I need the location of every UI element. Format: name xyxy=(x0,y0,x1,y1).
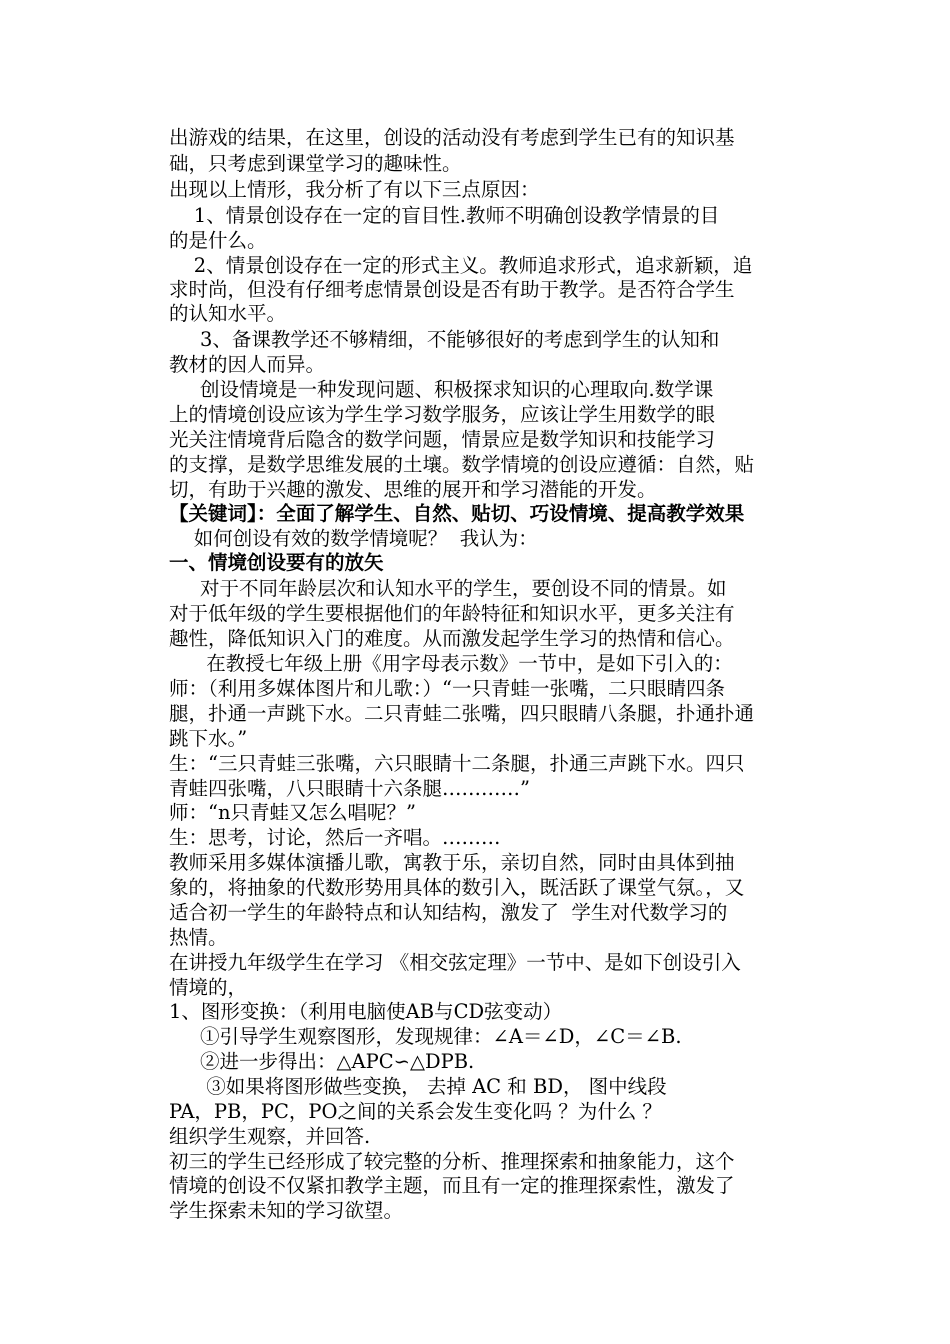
text-line: 青蛙四张嘴，八只眼睛十六条腿…………” xyxy=(169,777,530,800)
text-line: 在教授七年级上册《用字母表示数》一节中，是如下引入的： xyxy=(169,652,733,675)
text-line: 的认知水平。 xyxy=(169,302,287,325)
text-line: 1、情景创设存在一定的盲目性.教师不明确创设教学情景的目 xyxy=(169,204,720,227)
text-line: 师：（利用多媒体图片和儿歌：）“一只青蛙一张嘴，二只眼睛四条 xyxy=(169,677,725,700)
text-line: 上的情境创设应该为学生学习数学服务，应该让学生用数学的眼 xyxy=(169,403,716,426)
text-line: ③如果将图形做些变换， 去掉 AC 和 BD， 图中线段 xyxy=(169,1075,667,1098)
text-line: 1、图形变换：（利用电脑使AB与CD弦变动） xyxy=(169,1000,563,1023)
text-line: 出游戏的结果，在这里，创设的活动没有考虑到学生已有的知识基 xyxy=(169,126,735,149)
text-line: 情境的， xyxy=(169,976,248,999)
text-line: ①引导学生观察图形，发现规律：∠A＝∠D，∠C＝∠B. xyxy=(169,1025,682,1048)
text-line: 热情。 xyxy=(169,926,228,949)
text-line: 初三的学生已经形成了较完整的分析、推理探索和抽象能力，这个 xyxy=(169,1150,735,1173)
text-line: 3、备课教学还不够精细，不能够很好的考虑到学生的认知和 xyxy=(169,328,720,351)
text-line: 象的，将抽象的代数形势用具体的数引入，既活跃了课堂气氛。，又 xyxy=(169,876,745,899)
text-line: 教师采用多媒体演播儿歌，寓教于乐，亲切自然，同时由具体到抽 xyxy=(169,851,735,874)
text-line: 组织学生观察，并回答. xyxy=(169,1125,371,1148)
text-line: 适合初一学生的年龄特点和认知结构，激发了 学生对代数学习的 xyxy=(169,901,728,924)
text-line: 切，有助于兴趣的激发、思维的展开和学习潜能的开发。 xyxy=(169,478,657,501)
text-line: 创设情境是一种发现问题、积极探求知识的心理取向.数学课 xyxy=(169,378,714,401)
text-line: 出现以上情形，我分析了有以下三点原因： xyxy=(169,178,540,201)
text-line: 跳下水。” xyxy=(169,727,248,750)
text-line: 学生探索未知的学习欲望。 xyxy=(169,1199,404,1222)
text-line: 光关注情境背后隐含的数学问题，情景应是数学知识和技能学习 xyxy=(169,428,716,451)
text-line: 教材的因人而异。 xyxy=(169,353,326,376)
text-line: PA，PB，PC，PO之间的关系会发生变化吗 ？为什么 ？ xyxy=(169,1100,662,1123)
text-line: 生：思考，讨论，然后一齐唱。……… xyxy=(169,826,501,849)
text-line: 在讲授九年级学生在学习 《相交弦定理》一节中、是如下创设引入 xyxy=(169,951,741,974)
text-line: 的是什么。 xyxy=(169,229,267,252)
text-line: 腿，扑通一声跳下水。二只青蛙二张嘴，四只眼睛八条腿，扑通扑通 xyxy=(169,702,755,725)
text-line: ②进一步得出：△APC∽△DPB. xyxy=(169,1050,475,1073)
text-line: 如何创设有效的数学情境呢？ 我认为： xyxy=(169,527,538,550)
text-line: 求时尚，但没有仔细考虑情景创设是否有助于教学。是否符合学生 xyxy=(169,278,735,301)
text-line: 对于低年级的学生要根据他们的年龄特征和知识水平，更多关注有 xyxy=(169,602,735,625)
keywords-line: 【关键词】：全面了解学生、自然、贴切、巧设情境、提高教学效果 xyxy=(169,502,745,525)
text-line: 2、情景创设存在一定的形式主义。教师追求形式，追求新颖，追 xyxy=(169,254,753,277)
text-line: 生：“三只青蛙三张嘴，六只眼睛十二条腿，扑通三声跳下水。四只 xyxy=(169,752,745,775)
text-line: 趣性，降低知识入门的难度。从而激发起学生学习的热情和信心。 xyxy=(169,627,735,650)
text-line: 的支撑，是数学思维发展的土壤。数学情境的创设应遵循：自然，贴 xyxy=(169,453,755,476)
text-line: 情境的创设不仅紧扣教学主题，而且有一定的推理探索性，激发了 xyxy=(169,1174,735,1197)
text-line: 对于不同年龄层次和认知水平的学生，要创设不同的情景。如 xyxy=(169,577,727,600)
section-heading: 一、情境创设要有的放矢 xyxy=(169,551,384,574)
text-line: 师：“n只青蛙又怎么唱呢？” xyxy=(169,801,416,824)
text-line: 础，只考虑到课堂学习的趣味性。 xyxy=(169,152,462,175)
